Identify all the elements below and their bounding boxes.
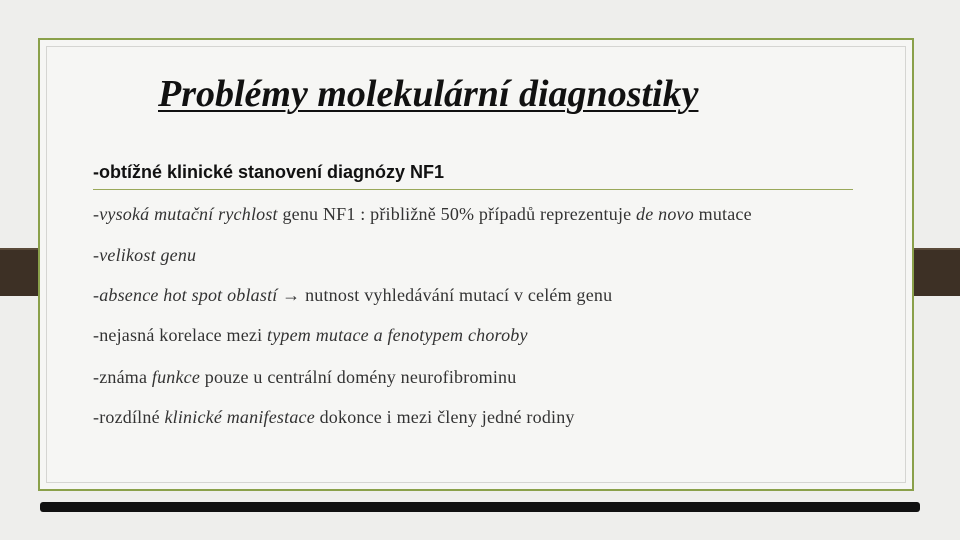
subheading-divider <box>93 189 853 190</box>
bullet-line-4: -nejasná korelace mezi typem mutace a fenotypem choroby <box>93 325 528 345</box>
bullet-line-5: -známa funkce pouze u centrální domény neurofibrominu <box>93 367 517 387</box>
bullet-line-2: -velikost genu <box>93 245 197 265</box>
bottom-bar <box>40 502 920 512</box>
bullet-line-6: -rozdílné klinické manifestace dokonce i mezi členy jedné rodiny <box>93 407 575 427</box>
slide-subheading: -obtížné klinické stanovení diagnózy NF1 <box>93 162 445 182</box>
slide-title: Problémy molekulární diagnostiky <box>158 73 699 115</box>
bullet-line-1: -vysoká mutační rychlost genu NF1 : přibližně 50% případů reprezentuje de novo mutace <box>93 204 752 224</box>
bullet-line-3: -absence hot spot oblastí → nutnost vyhledávání mutací v celém genu <box>93 285 613 305</box>
